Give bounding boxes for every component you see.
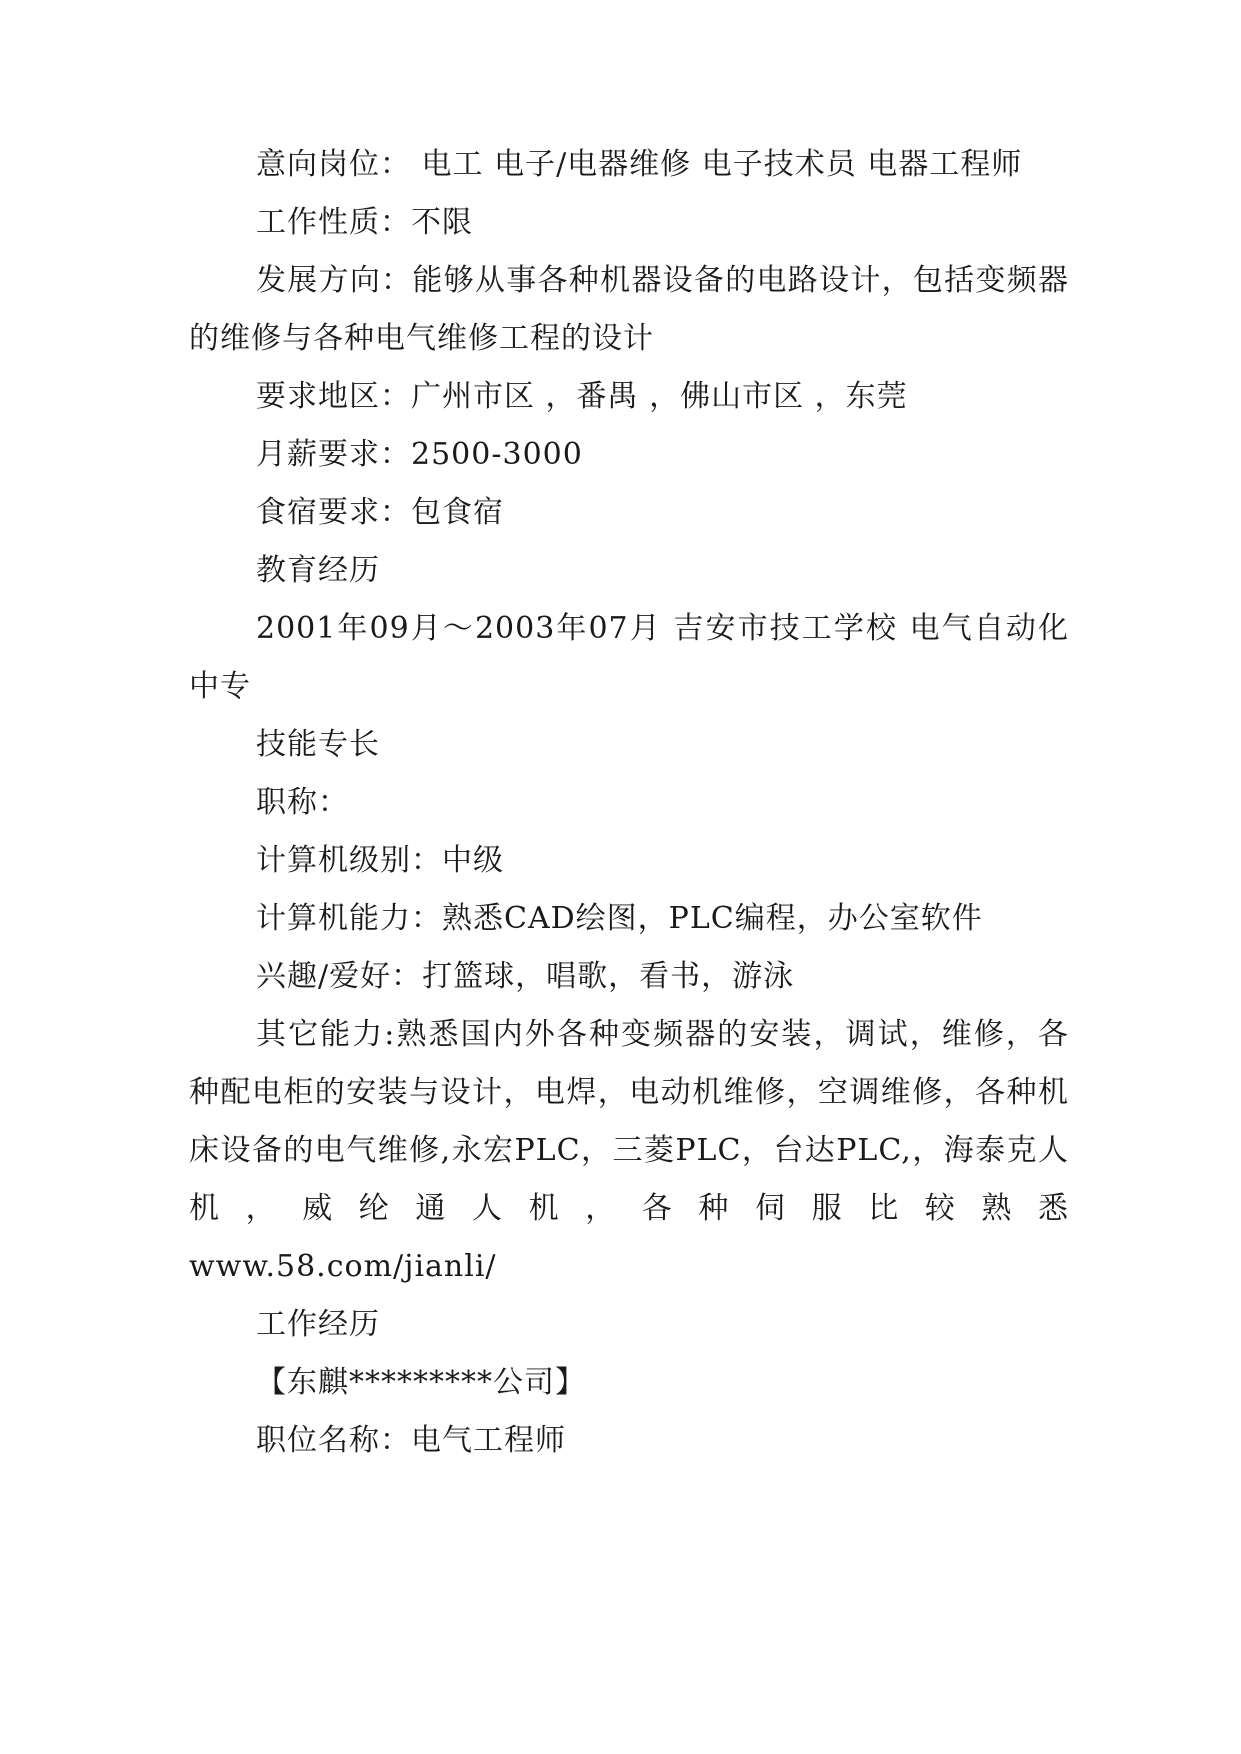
salary-expectation: 月薪要求：2500-3000 bbox=[256, 437, 583, 472]
work-history-heading: 工作经历 bbox=[256, 1307, 380, 1342]
other-abilities: 其它能力:熟悉国内外各种变频器的安装，调试，维修，各种配电柜的安装与设计，电焊，电动机维修，空调维修，各种机床设备的电气维修,永宏PLC，三菱PLC，台达PLC,，海泰克人机，威纶通人机，各种伺服比较熟悉 bbox=[189, 1017, 1069, 1226]
accommodation-requirement: 食宿要求：包食宿 bbox=[256, 495, 504, 530]
education-heading: 教育经历 bbox=[256, 553, 380, 588]
intended-position: 意向岗位： 电工 电子/电器维修 电子技术员 电器工程师 bbox=[256, 147, 1023, 182]
computer-level: 计算机级别：中级 bbox=[256, 843, 504, 878]
professional-title: 职称： bbox=[256, 785, 349, 820]
source-url: www.58.com/jianli/ bbox=[189, 1249, 497, 1284]
education-entry: 2001年09月～2003年07月 吉安市技工学校 电气自动化 中专 bbox=[189, 611, 1069, 704]
document-body bbox=[189, 136, 1069, 1470]
skills-heading: 技能专长 bbox=[256, 727, 380, 762]
preferred-region: 要求地区：广州市区 ，番禺 ，佛山市区 ，东莞 bbox=[256, 379, 908, 414]
career-direction: 发展方向：能够从事各种机器设备的电路设计，包括变频器的维修与各种电气维修工程的设计 bbox=[189, 263, 1069, 356]
company-name: 【东麒*********公司】 bbox=[256, 1365, 586, 1400]
job-title: 职位名称：电气工程师 bbox=[256, 1423, 566, 1458]
job-type: 工作性质：不限 bbox=[256, 205, 473, 240]
computer-skills: 计算机能力：熟悉CAD绘图，PLC编程，办公室软件 bbox=[256, 901, 983, 936]
hobbies: 兴趣/爱好：打篮球，唱歌，看书，游泳 bbox=[256, 959, 795, 994]
